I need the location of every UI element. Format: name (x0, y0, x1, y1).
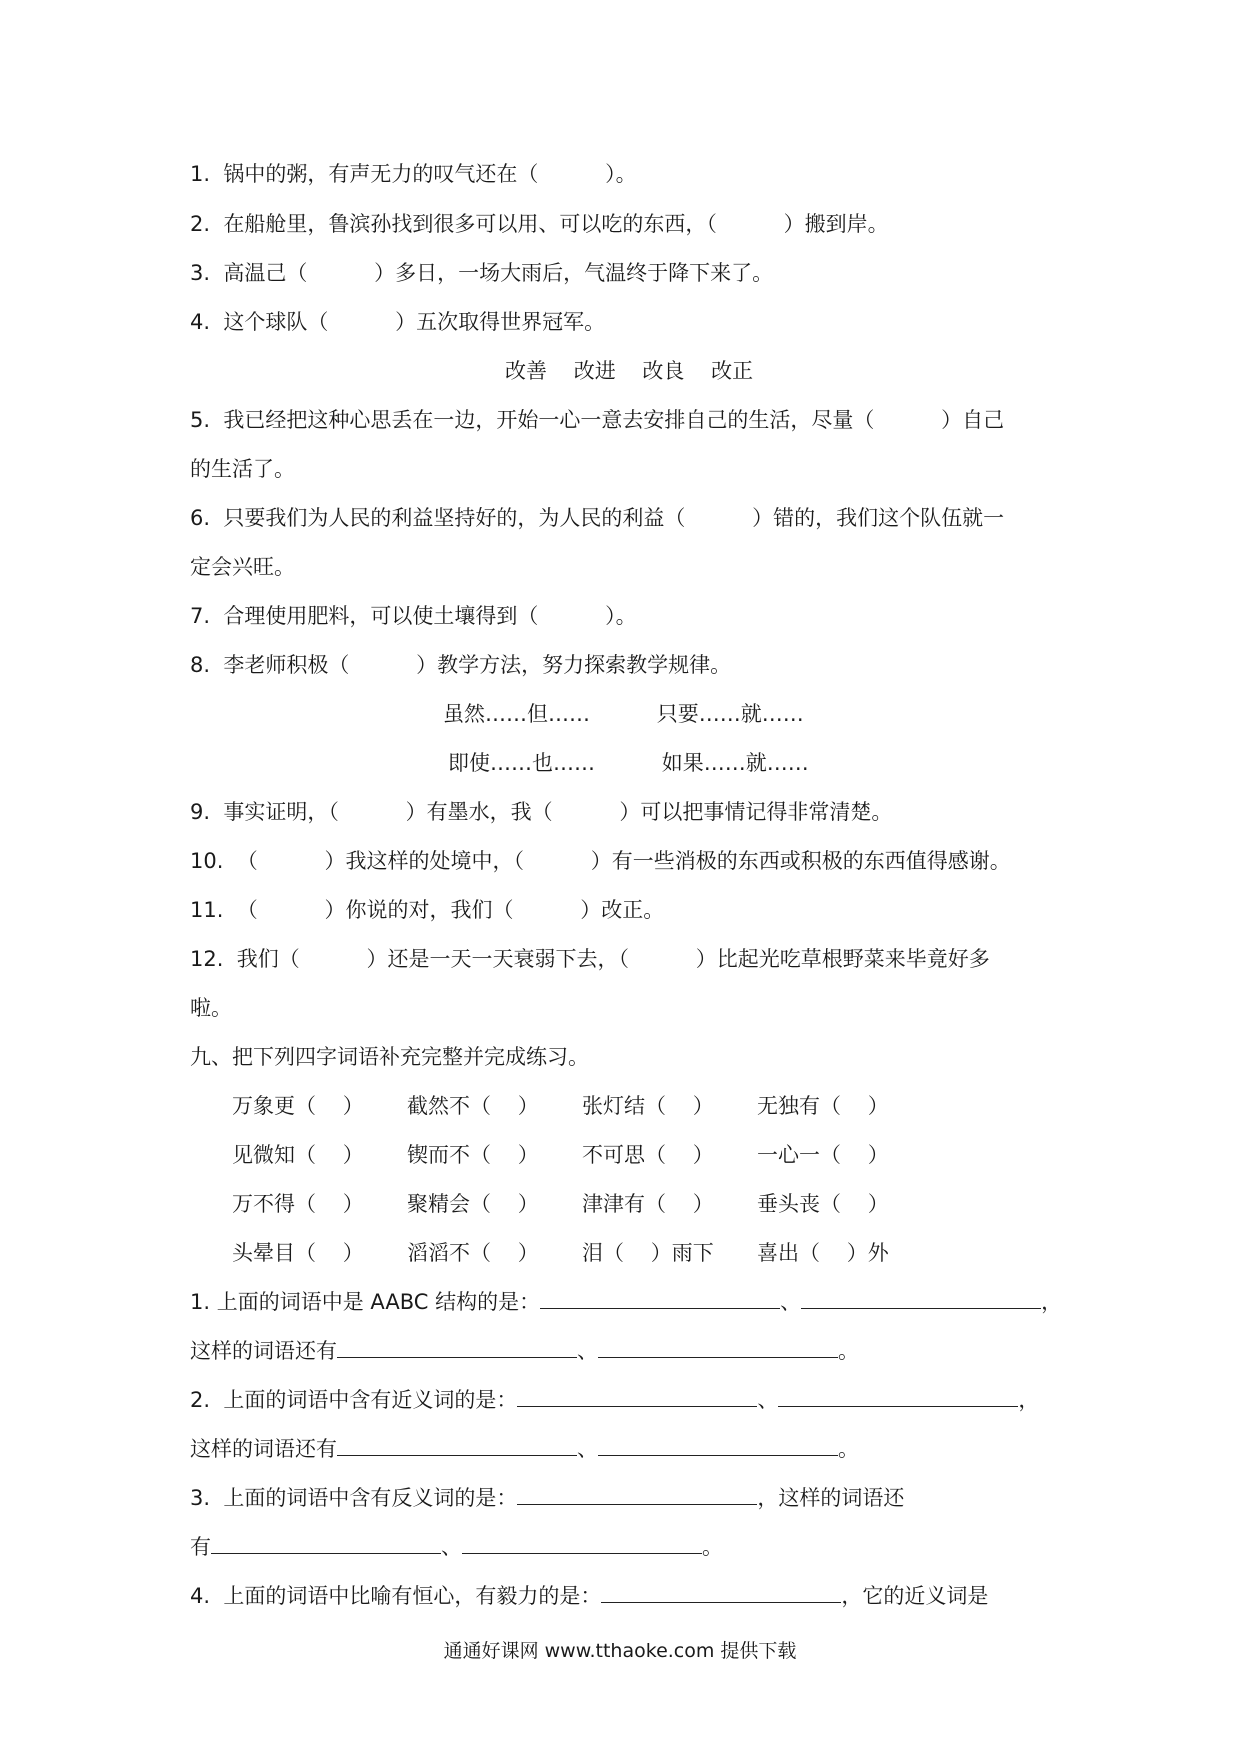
question-1-label: 1. 上面的词语中是 AABC 结构的是： (190, 1290, 541, 1314)
idiom-r4-c3: 泪（ ）雨下 (582, 1241, 714, 1265)
separator: 、 (780, 1290, 802, 1314)
question-4 (190, 1582, 988, 1610)
answer-blank[interactable] (601, 1582, 841, 1603)
answer-blank[interactable] (337, 1337, 577, 1358)
answer-blank[interactable] (598, 1337, 838, 1358)
separator: 。 (702, 1535, 723, 1559)
separator: 。 (838, 1437, 859, 1461)
question-3-tail: ，这样的词语还 (757, 1486, 905, 1510)
question-4-label: 4. 上面的词语中比喻有恒心，有毅力的是： (190, 1584, 602, 1608)
separator: ， (1018, 1388, 1040, 1412)
sentence-6: 6. 只要我们为人民的利益坚持好的，为人民的利益（ ）错的，我们这个队伍就一 (190, 506, 1005, 530)
answer-blank[interactable] (540, 1288, 780, 1309)
sentence-2: 2. 在船舱里，鲁滨孙找到很多可以用、可以吃的东西，（ ）搬到岸。 (190, 212, 889, 236)
question-3 (190, 1484, 904, 1512)
question-1-more (190, 1337, 859, 1365)
idiom-r1-c4: 无独有（ ） (757, 1094, 889, 1118)
separator: 、 (757, 1388, 779, 1412)
sentence-12: 12. 我们（ ）还是一天一天衰弱下去，（ ）比起光吃草根野菜来毕竟好多 (190, 947, 990, 971)
answer-blank[interactable] (517, 1484, 757, 1505)
answer-blank[interactable] (462, 1533, 702, 1554)
sentence-7: 7. 合理使用肥料，可以使土壤得到（ ）。 (190, 604, 637, 628)
idiom-r1-c1: 万象更（ ） (232, 1094, 364, 1118)
idiom-r2-c2: 锲而不（ ） (407, 1143, 539, 1167)
idiom-r3-c3: 津津有（ ） (582, 1192, 714, 1216)
sentence-6-cont: 定会兴旺。 (190, 555, 295, 579)
separator: 。 (838, 1339, 859, 1363)
sentence-3: 3. 高温己（ ）多日，一场大雨后，气温终于降下来了。 (190, 261, 774, 285)
idiom-r4-c4: 喜出（ ）外 (757, 1241, 889, 1265)
separator: ， (1041, 1290, 1063, 1314)
question-2 (190, 1386, 1039, 1414)
sentence-12-cont: 啦。 (190, 996, 232, 1020)
sentence-11: 11. （ ）你说的对，我们（ ）改正。 (190, 898, 665, 922)
sentence-5-cont: 的生活了。 (190, 457, 295, 481)
sentence-8: 8. 李老师积极（ ）教学方法，努力探索教学规律。 (190, 653, 732, 677)
answer-blank[interactable] (211, 1533, 441, 1554)
separator: 、 (577, 1339, 598, 1363)
idiom-r3-c1: 万不得（ ） (232, 1192, 364, 1216)
question-2-more (190, 1435, 859, 1463)
question-4-tail: ，它的近义词是 (841, 1584, 989, 1608)
answer-blank[interactable] (801, 1288, 1041, 1309)
question-3-label: 3. 上面的词语中含有反义词的是： (190, 1486, 518, 1510)
question-1-more-label: 这样的词语还有 (190, 1339, 337, 1363)
answer-blank[interactable] (337, 1435, 577, 1456)
answer-blank[interactable] (517, 1386, 757, 1407)
sentence-10: 10. （ ）我这样的处境中，（ ）有一些消极的东西或积极的东西值得感谢。 (190, 849, 1011, 873)
idiom-r4-c2: 滔滔不（ ） (407, 1241, 539, 1265)
idiom-r3-c4: 垂头丧（ ） (757, 1192, 889, 1216)
answer-blank[interactable] (598, 1435, 838, 1456)
question-2-more-label: 这样的词语还有 (190, 1437, 337, 1461)
idiom-r1-c2: 截然不（ ） (407, 1094, 539, 1118)
sentence-4: 4. 这个球队（ ）五次取得世界冠军。 (190, 310, 606, 334)
conjunction-options-row2: 即使……也…… 如果……就…… (448, 751, 809, 775)
idiom-r2-c3: 不可思（ ） (582, 1143, 714, 1167)
question-3-more-label: 有 (190, 1535, 211, 1559)
separator: 、 (441, 1535, 462, 1559)
idiom-r2-c4: 一心一（ ） (757, 1143, 889, 1167)
section-9-title: 九、把下列四字词语补充完整并完成练习。 (190, 1045, 589, 1069)
sentence-1: 1. 锅中的粥，有声无力的叹气还在（ ）。 (190, 162, 637, 186)
idiom-r1-c3: 张灯结（ ） (582, 1094, 714, 1118)
sentence-5: 5. 我已经把这种心思丢在一边，开始一心一意去安排自己的生活，尽量（ ）自己 (190, 408, 1005, 432)
word-options-b: 改善 改进 改良 改正 (505, 359, 754, 383)
sentence-9: 9. 事实证明，（ ）有墨水，我（ ）可以把事情记得非常清楚。 (190, 800, 893, 824)
page-footer: 通通好课网 www.tthaoke.com 提供下载 (443, 1640, 797, 1662)
idiom-r4-c1: 头晕目（ ） (232, 1241, 364, 1265)
answer-blank[interactable] (778, 1386, 1018, 1407)
question-1 (190, 1288, 1062, 1316)
question-2-label: 2. 上面的词语中含有近义词的是： (190, 1388, 518, 1412)
question-3-more (190, 1533, 723, 1561)
conjunction-options-row1: 虽然……但…… 只要……就…… (443, 702, 804, 726)
separator: 、 (577, 1437, 598, 1461)
idiom-r3-c2: 聚精会（ ） (407, 1192, 539, 1216)
idiom-r2-c1: 见微知（ ） (232, 1143, 364, 1167)
